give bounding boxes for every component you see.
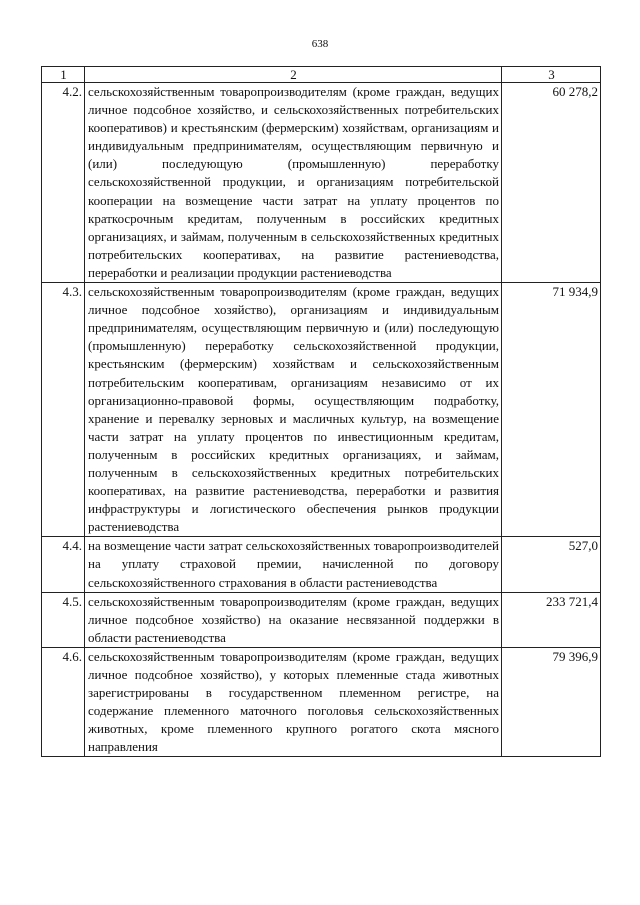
table-row [42, 647, 601, 757]
table-row [42, 537, 601, 592]
row-description: сельскохозяйственным товаропроизводителям (кроме граждан, ведущих личное подсобное хозяйство) на оказание несвязанной поддержки в области растениеводства [85, 592, 502, 647]
row-amount: 527,0 [502, 537, 601, 592]
column-header: 2 [85, 67, 502, 83]
table-header-row [42, 67, 601, 83]
row-number: 4.5. [42, 592, 85, 647]
row-amount: 60 278,2 [502, 83, 601, 283]
row-description: сельскохозяйственным товаропроизводителям (кроме граждан, ведущих личное подсобное хозяйство), организациям и индивидуальным предпринимателям, осуществляющим первичную и (или) последующую (промышленную) переработку сельскохозяйственной продукции, крестьянским (фермерским) хозяйствам и сельскохозяйственным потребительским кооперативам, организациям независимо от их организационно-правовой формы, осуществляющим подработку, хранение и перевалку зерновых и масличных культур, на возмещение части затрат на уплату процентов по инвестиционным кредитам, полученным в российских кредитных организациях, и займам, полученным в сельскохозяйственных кредитных потребительских кооперативах, на развитие растениеводства, переработки и развития инфраструктуры и логистического обеспечения рынков продукции растениеводства [85, 283, 502, 537]
budget-table [41, 66, 601, 757]
row-amount: 71 934,9 [502, 283, 601, 537]
row-number: 4.4. [42, 537, 85, 592]
row-number: 4.2. [42, 83, 85, 283]
row-amount: 233 721,4 [502, 592, 601, 647]
row-description: сельскохозяйственным товаропроизводителям (кроме граждан, ведущих личное подсобное хозяйство, и сельскохозяйственных потребительских кооперативов) и крестьянским (фермерским) хозяйствам, организациям и индивидуальным предпринимателям, осуществляющим первичную и (или) последующую (промышленную) переработку сельскохозяйственной продукции, и организациям потребительской кооперации на возмещение части затрат на уплату процентов по краткосрочным кредитам, полученным в российских кредитных организациях, и займам, полученным в сельскохозяйственных кредитных потребительских кооперативах, на развитие растениеводства, переработки и реализации продукции растениеводства [85, 83, 502, 283]
page-number: 638 [311, 38, 329, 50]
row-number: 4.3. [42, 283, 85, 537]
row-description: сельскохозяйственным товаропроизводителям (кроме граждан, ведущих личное подсобное хозяйство), у которых племенные стада животных зарегистрированы в государственном племенном регистре, на содержание племенного маточного поголовья сельскохозяйственных животных, кроме племенного крупного рогатого скота мясного направления [85, 647, 502, 757]
row-description: на возмещение части затрат сельскохозяйственных товаропроизводителей на уплату страховой премии, начисленной по договору сельскохозяйственного страхования в области растениеводства [85, 537, 502, 592]
column-header: 3 [502, 67, 601, 83]
table-row [42, 592, 601, 647]
row-amount: 79 396,9 [502, 647, 601, 757]
table-row [42, 83, 601, 283]
table-row [42, 283, 601, 537]
row-number: 4.6. [42, 647, 85, 757]
column-header: 1 [42, 67, 85, 83]
